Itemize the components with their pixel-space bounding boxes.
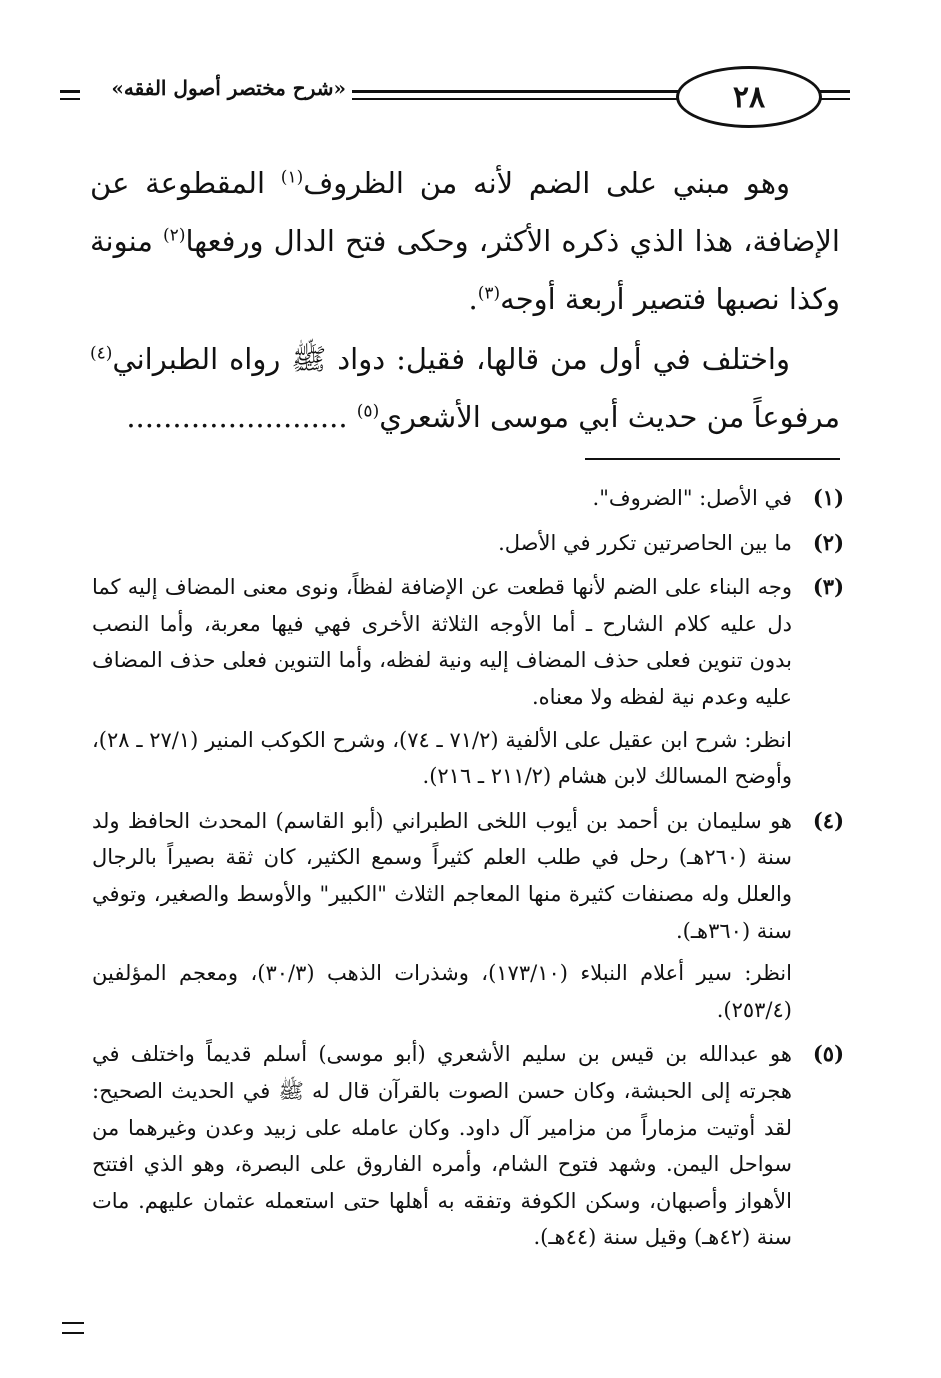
footnote-separator [585,458,840,460]
footnote-text: في الأصل: "الضروف". [592,486,792,510]
main-text: وهو مبني على الضم لأنه من الظروف [303,166,790,200]
main-text: واختلف في أول من قالها، فقيل: دواد ﷺ رواه الطبراني [112,342,790,376]
footnote-ref-5[interactable]: (٥) [356,401,380,422]
footnote-number: (١) [812,485,844,510]
footnote-2 [92,525,844,562]
main-text: منونة وكذا نصبها فتصير أربعة أوجه [90,224,840,316]
page-header [60,66,850,128]
running-title: «شرح مختصر أصول الفقه» [80,76,352,100]
continuation-mark [62,1322,84,1334]
footnote-text: هو عبدالله بن قيس بن سليم الأشعري (أبو موسى) أسلم قديماً واختلف في هجرته إلى الحبشة، وكان حسن الصوت بالقرآن قال له ﷺ في الحديث الصحيح: لقد أوتيت مزماراً من مزامير آل داود. وكان عامله على زبيد وعدن وغيرهما من سواحل اليمن. وشهد فتوح الشام، وأمره الفاروق على البصرة، وهو الذي افتتح الأهواز وأصبهان، وسكن الكوفة وتفقه به أهلها حتى استعمله عثمان عليهم. مات سنة (٤٢هـ) وقيل سنة (٤٤هـ). [92,1042,792,1250]
footnotes [92,480,844,1264]
footnote-3 [92,569,844,795]
footnote-text: وجه البناء على الضم لأنها قطعت عن الإضافة لفظاً، ونوى معنى المضاف إليه كما دل عليه كلام الشارح ـ أما الأوجه الثلاثة الأخرى فهي فيها معربة، وأما النصب بدون تنوين فعلى حذف المضاف إليه ونية لفظه، وأما التنوين فعلى حذف المضاف عليه وعدم نية لفظه ولا معناه. [92,575,792,709]
main-text: مرفوعاً من حديث أبي موسى الأشعري [379,400,840,434]
footnote-4 [92,803,844,1029]
footnote-reference: انظر: شرح ابن عقيل على الألفية (٧١/٢ ـ ٧٤)، وشرح الكوكب المنير (٢٧/١ ـ ٢٨)، وأوضح المسالك لابن هشام (٢١١/٢ ـ ٢١٦). [92,727,792,789]
footnote-5 [92,1036,844,1256]
footnote-number: (٣) [812,574,844,600]
footnote-text: هو سليمان بن أحمد بن أيوب اللخى الطبراني (أبو القاسم) المحدث الحافظ ولد سنة (٢٦٠هـ) رحل في طلب العلم كثيراً وسمع الكثير، كان ثقة بصيراً بالرجال والعلل وله مصنفات كثيرة منها المعاجم الثلاث "الكبير" والأوسط والصغير، وتوفي سنة (٣٦٠هـ). [92,808,792,943]
main-text: المقطوعة عن الإضافة، هذا الذي ذكره الأكثر، وحكى فتح الدال ورفعها [90,166,840,258]
footnote-ref-3[interactable]: (٣) [477,283,501,304]
footnote-number: (٢) [812,529,844,555]
main-paragraph-1 [90,154,840,328]
page-number: ٢٨ [676,66,822,128]
footnote-ref-4[interactable]: (٤) [90,343,113,364]
footnote-number: (٥) [812,1041,844,1067]
footnote-text: ما بين الحاصرتين تكرر في الأصل. [498,530,792,555]
footnote-number: (٤) [812,807,844,833]
footnote-ref-1[interactable]: (١) [280,167,304,188]
main-text: . [468,282,478,316]
footnote-1 [92,480,844,517]
continuation-dots: ........................ [126,400,357,434]
footnote-ref-2[interactable]: (٢) [163,225,186,246]
main-paragraph-2 [90,330,840,446]
footnote-reference: انظر: سير أعلام النبلاء (١٧٣/١٠)، وشذرات الذهب (٣٠/٣)، ومعجم المؤلفين (٢٥٣/٤). [92,961,792,1022]
